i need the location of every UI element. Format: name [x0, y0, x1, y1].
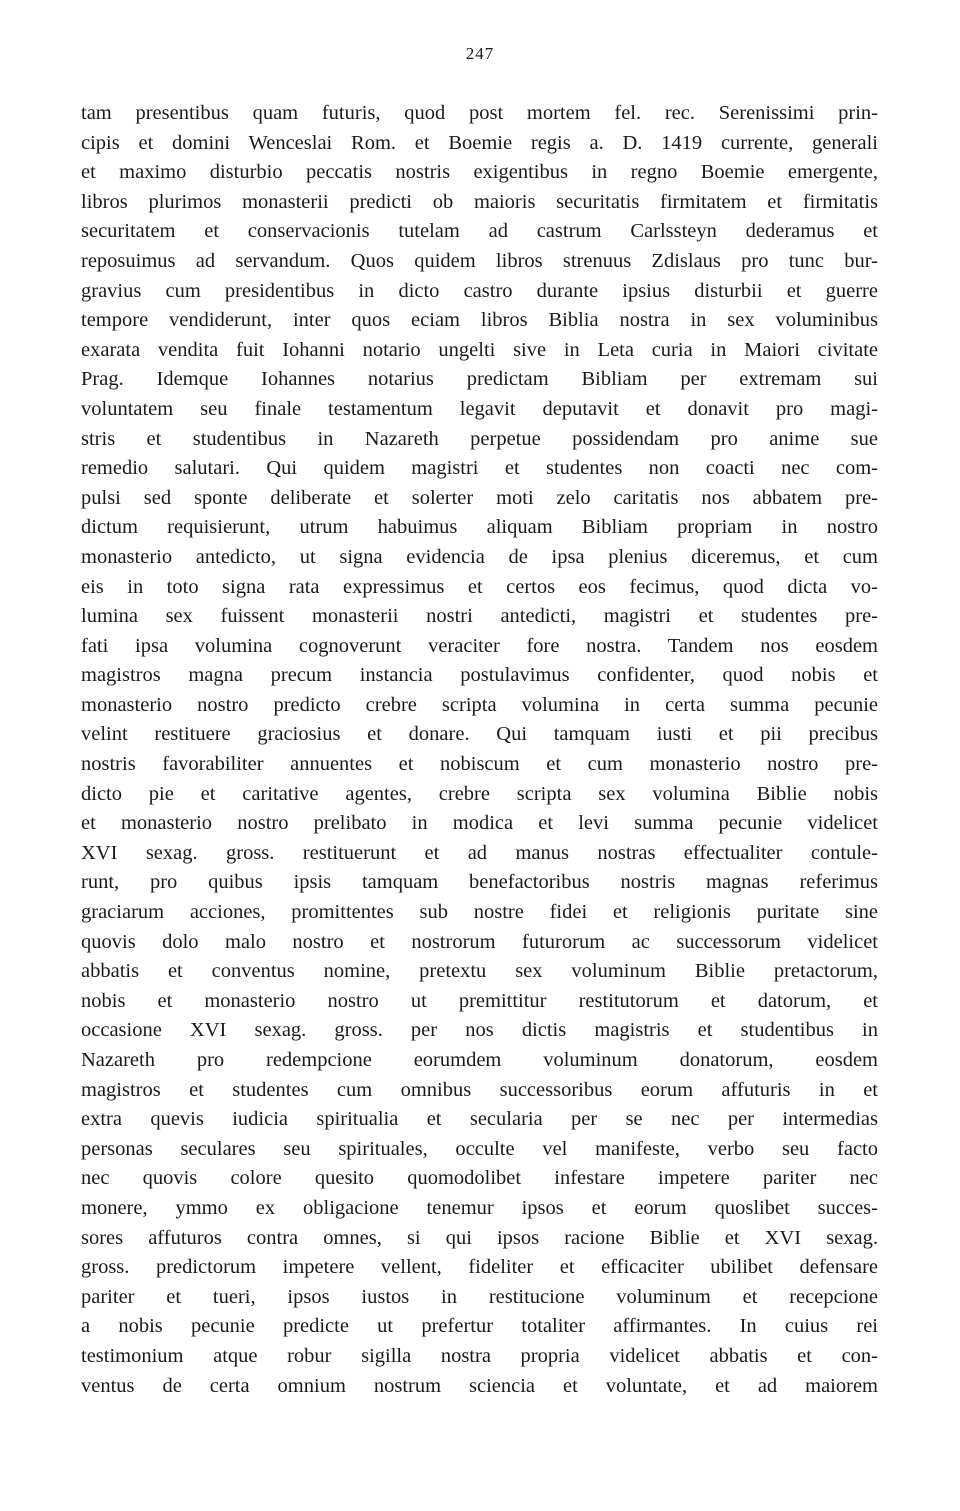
text-line: velint restituere graciosius et donare. Qui tamquam iusti et pii precibus: [81, 723, 878, 746]
text-line: reposuimus ad servandum. Quos quidem libros strenuus Zdislaus pro tunc bur-: [81, 249, 878, 272]
text-line: remedio salutari. Qui quidem magistri et studentes non coacti nec com-: [81, 457, 878, 480]
text-line: Nazareth pro redempcione eorumdem voluminum donatorum, eosdem: [81, 1049, 878, 1071]
text-line: extra quevis iudicia spiritualia et secularia per se nec per intermedias: [81, 1108, 878, 1131]
text-line: pulsi sed sponte deliberate et solerter moti zelo caritatis nos abbatem pre-: [81, 486, 878, 509]
text-line: tempore vendiderunt, inter quos eciam libros Biblia nostra in sex voluminibus: [81, 309, 878, 332]
text-line: runt, pro quibus ipsis tamquam benefactoribus nostris magnas referimus: [81, 871, 878, 894]
text-line: monere, ymmo ex obligacione tenemur ipsos et eorum quoslibet succes-: [81, 1196, 878, 1219]
text-line: et maximo disturbio peccatis nostris exigentibus in regno Boemie emergente,: [81, 161, 878, 184]
text-line: a nobis pecunie predicte ut prefertur totaliter affirmantes. In cuius rei: [81, 1315, 878, 1338]
text-line: libros plurimos monasterii predicti ob maioris securitatis firmitatem et firmitatis: [81, 190, 878, 213]
text-line: nobis et monasterio nostro ut premittitur restitutorum et datorum, et: [81, 989, 878, 1012]
text-line: XVI sexag. gross. restituerunt et ad manus nostras effectualiter contule-: [81, 841, 878, 864]
text-line: personas seculares seu spirituales, occulte vel manifeste, verbo seu facto: [81, 1137, 878, 1160]
text-line: gravius cum presidentibus in dicto castro durante ipsius disturbii et guerre: [81, 279, 878, 302]
text-line: nostris favorabiliter annuentes et nobiscum et cum monasterio nostro pre-: [81, 753, 878, 776]
text-line: graciarum acciones, promittentes sub nostre fidei et religionis puritate sine: [81, 901, 878, 924]
text-line: dicto pie et caritative agentes, crebre scripta sex volumina Biblie nobis: [81, 782, 878, 805]
text-line: testimonium atque robur sigilla nostra propria videlicet abbatis et con-: [81, 1344, 878, 1367]
text-line: pariter et tueri, ipsos iustos in restitucione voluminum et recepcione: [81, 1285, 878, 1308]
text-line: Prag. Idemque Iohannes notarius predictam Bibliam per extremam sui: [81, 368, 878, 391]
text-line: ventus de certa omnium nostrum sciencia et voluntate, et ad maiorem: [81, 1374, 878, 1397]
text-line: cipis et domini Wenceslai Rom. et Boemie regis a. D. 1419 currente, generali: [81, 131, 878, 154]
text-line: monasterio antedicto, ut signa evidencia de ipsa plenius diceremus, et cum: [81, 545, 878, 568]
text-line: eis in toto signa rata expressimus et certos eos fecimus, quod dicta vo-: [81, 575, 878, 598]
text-line: magistros et studentes cum omnibus successoribus eorum affuturis in et: [81, 1078, 878, 1101]
page-number: 247: [465, 44, 495, 63]
text-line: monasterio nostro predicto crebre scripta volumina in certa summa pecunie: [81, 693, 878, 716]
text-line: tam presentibus quam futuris, quod post mortem fel. rec. Serenissimi prin-: [81, 102, 878, 124]
text-line: sores affuturos contra omnes, si qui ipsos racione Biblie et XVI sexag.: [81, 1226, 878, 1249]
text-line: magistros magna precum instancia postulavimus confidenter, quod nobis et: [81, 664, 878, 687]
text-line: quovis dolo malo nostro et nostrorum futurorum ac successorum videlicet: [81, 930, 878, 953]
text-line: stris et studentibus in Nazareth perpetue possidendam pro anime sue: [81, 427, 878, 450]
text-line: voluntatem seu finale testamentum legavit deputavit et donavit pro magi-: [81, 397, 878, 420]
text-line: et monasterio nostro prelibato in modica et levi summa pecunie videlicet: [81, 812, 878, 835]
text-line: abbatis et conventus nomine, pretextu sex voluminum Biblie pretactorum,: [81, 960, 878, 983]
text-line: nec quovis colore quesito quomodolibet infestare impetere pariter nec: [81, 1167, 878, 1190]
text-line: securitatem et conservacionis tutelam ad castrum Carlssteyn dederamus et: [81, 220, 878, 243]
body-text: [81, 99, 878, 1401]
text-line: exarata vendita fuit Iohanni notario ungelti sive in Leta curia in Maiori civitate: [81, 338, 878, 361]
text-line: occasione XVI sexag. gross. per nos dictis magistris et studentibus in: [81, 1019, 878, 1042]
text-line: dictum requisierunt, utrum habuimus aliquam Bibliam propriam in nostro: [81, 516, 878, 539]
text-line: fati ipsa volumina cognoverunt veraciter fore nostra. Tandem nos eosdem: [81, 634, 878, 657]
text-line: lumina sex fuissent monasterii nostri antedicti, magistri et studentes pre-: [81, 605, 878, 628]
text-line: gross. predictorum impetere vellent, fideliter et efficaciter ubilibet defensare: [81, 1256, 878, 1279]
